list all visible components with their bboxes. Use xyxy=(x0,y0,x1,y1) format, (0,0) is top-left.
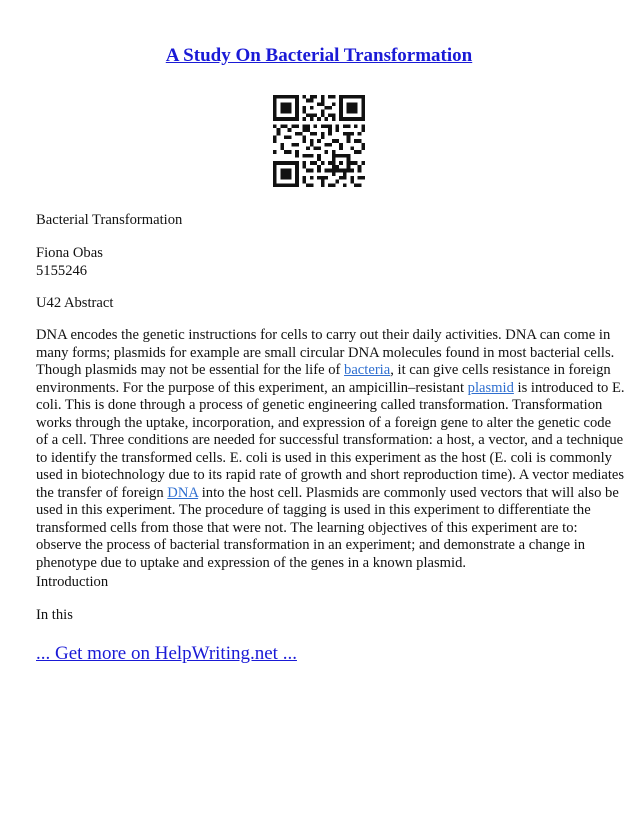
body-text: into the host cell. Plasmids are commonly used vectors that will also be xyxy=(198,484,619,501)
body-line xyxy=(36,484,619,503)
body-text: Though plasmids may not be essential for the life of xyxy=(36,362,345,378)
body-text: , it can give cells resistance in foreign xyxy=(390,362,611,378)
introduction-text: In this xyxy=(36,607,73,623)
body-line: to identify the transformed cells. E. coli is used in this experiment as the host (E. coli is commonly xyxy=(36,449,612,466)
body-text: is introduced to E. xyxy=(513,379,625,396)
body-line: many forms; plasmids for example are small circular DNA molecules found in most bacterial cells. xyxy=(36,344,615,361)
document-title[interactable]: A Study On Bacterial Transformation xyxy=(165,45,473,66)
get-more-link[interactable]: ... Get more on HelpWriting.net ... xyxy=(36,643,297,664)
abstract-body xyxy=(36,327,625,572)
author-name: Fiona Obas xyxy=(36,245,103,261)
qr-code-icon xyxy=(273,95,365,187)
dna-link[interactable]: DNA xyxy=(167,484,199,501)
body-line: phenotype due to uptake and expression of the genes in a known plasmid. xyxy=(36,554,467,571)
abstract-heading: U42 Abstract xyxy=(36,295,114,311)
body-line: works through the uptake, incorporation, and expression of a foreign gene to alter the genetic code xyxy=(36,414,612,431)
bacteria-link[interactable]: bacteria xyxy=(344,362,391,378)
body-line: coli. This is done through a process of genetic engineering called transformation. Transformation xyxy=(36,397,603,413)
qr-code-icon-graphic xyxy=(273,95,365,187)
section-heading: Bacterial Transformation xyxy=(36,212,183,228)
author-id: 5155246 xyxy=(36,262,88,279)
body-line: transformed cells from those that were not. The learning objectives of this experiment are to: xyxy=(36,519,578,536)
body-line: used in this experiment. The procedure of tagging is used in this experiment to differentiate the xyxy=(36,502,591,518)
body-line: used in biotechnology due to its rapid rate of growth and short reproduction time). A vector mediates xyxy=(36,467,625,483)
body-line: of a cell. Three conditions are needed for successful transformation: a host, a vector, and a technique xyxy=(36,432,624,448)
body-line: observe the process of bacterial transformation in an experiment; and demonstrate a change in xyxy=(36,537,586,553)
body-text: the transfer of foreign xyxy=(36,484,168,501)
body-text: environments. For the purpose of this experiment, an ampicillin–resistant xyxy=(36,379,468,396)
plasmid-link[interactable]: plasmid xyxy=(467,379,514,396)
body-line: DNA encodes the genetic instructions for cells to carry out their daily activities. DNA can come in xyxy=(36,327,611,343)
introduction-heading: Introduction xyxy=(36,574,109,590)
body-line xyxy=(36,379,625,398)
author-info xyxy=(36,245,606,280)
body-line xyxy=(36,362,611,380)
